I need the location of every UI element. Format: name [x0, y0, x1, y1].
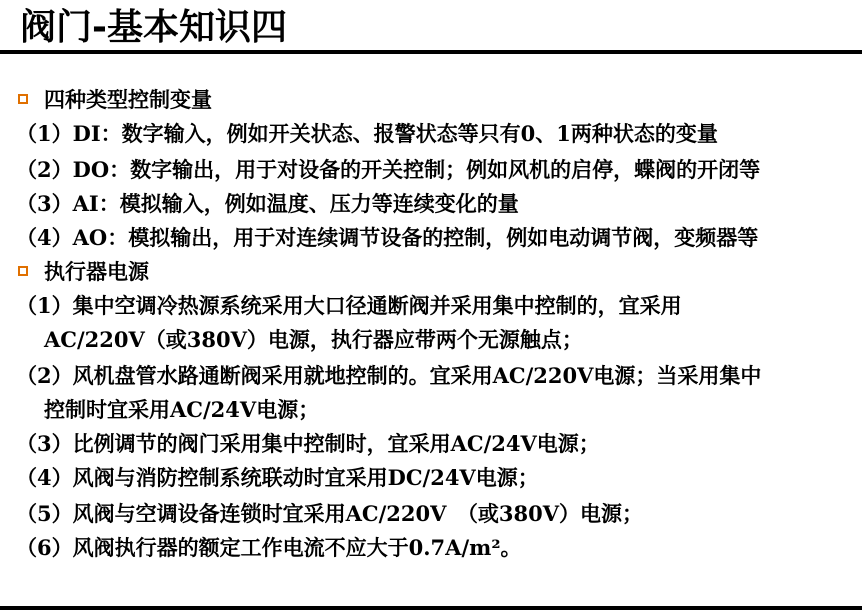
list-item-continuation: AC/220V（或380V）电源，执行器应带两个无源触点；: [44, 327, 583, 352]
list-item: （4）风阀与消防控制系统联动时宜采用DC/24V电源；: [16, 465, 539, 490]
title-divider: [0, 50, 862, 54]
list-item: （5）风阀与空调设备连锁时宜采用AC/220V （或380V）电源；: [16, 501, 644, 526]
section-heading-actuator-power: [18, 258, 149, 286]
list-item: （2）DO：数字输出，用于对设备的开关控制；例如风机的启停，蝶阀的开闭等: [16, 157, 761, 182]
section-heading-label: 四种类型控制变量: [44, 87, 212, 112]
list-item: （2）风机盘管水路通断阀采用就地控制的。宜采用AC/220V电源；当采用集中: [16, 363, 762, 388]
section-heading-label: 执行器电源: [44, 259, 149, 284]
list-item: （1）DI：数字输入，例如开关状态、报警状态等只有0、1两种状态的变量: [16, 121, 718, 146]
list-item: （6）风阀执行器的额定工作电流不应大于0.7A/m²。: [16, 535, 522, 560]
list-item: （3）AI：模拟输入，例如温度、压力等连续变化的量: [16, 191, 519, 216]
square-bullet-icon: [18, 94, 28, 104]
square-bullet-icon: [18, 266, 28, 276]
footer-divider: [0, 606, 862, 610]
list-item: （3）比例调节的阀门采用集中控制时，宜采用AC/24V电源；: [16, 431, 600, 456]
list-item-continuation: 控制时宜采用AC/24V电源；: [44, 397, 320, 422]
list-item: （1）集中空调冷热源系统采用大口径通断阀并采用集中控制的，宜采用: [16, 293, 682, 318]
page-title: 阀门-基本知识四: [20, 7, 287, 48]
list-item: （4）AO：模拟输出，用于对连续调节设备的控制，例如电动调节阀，变频器等: [16, 225, 759, 250]
section-heading-control-variables: [18, 86, 212, 114]
